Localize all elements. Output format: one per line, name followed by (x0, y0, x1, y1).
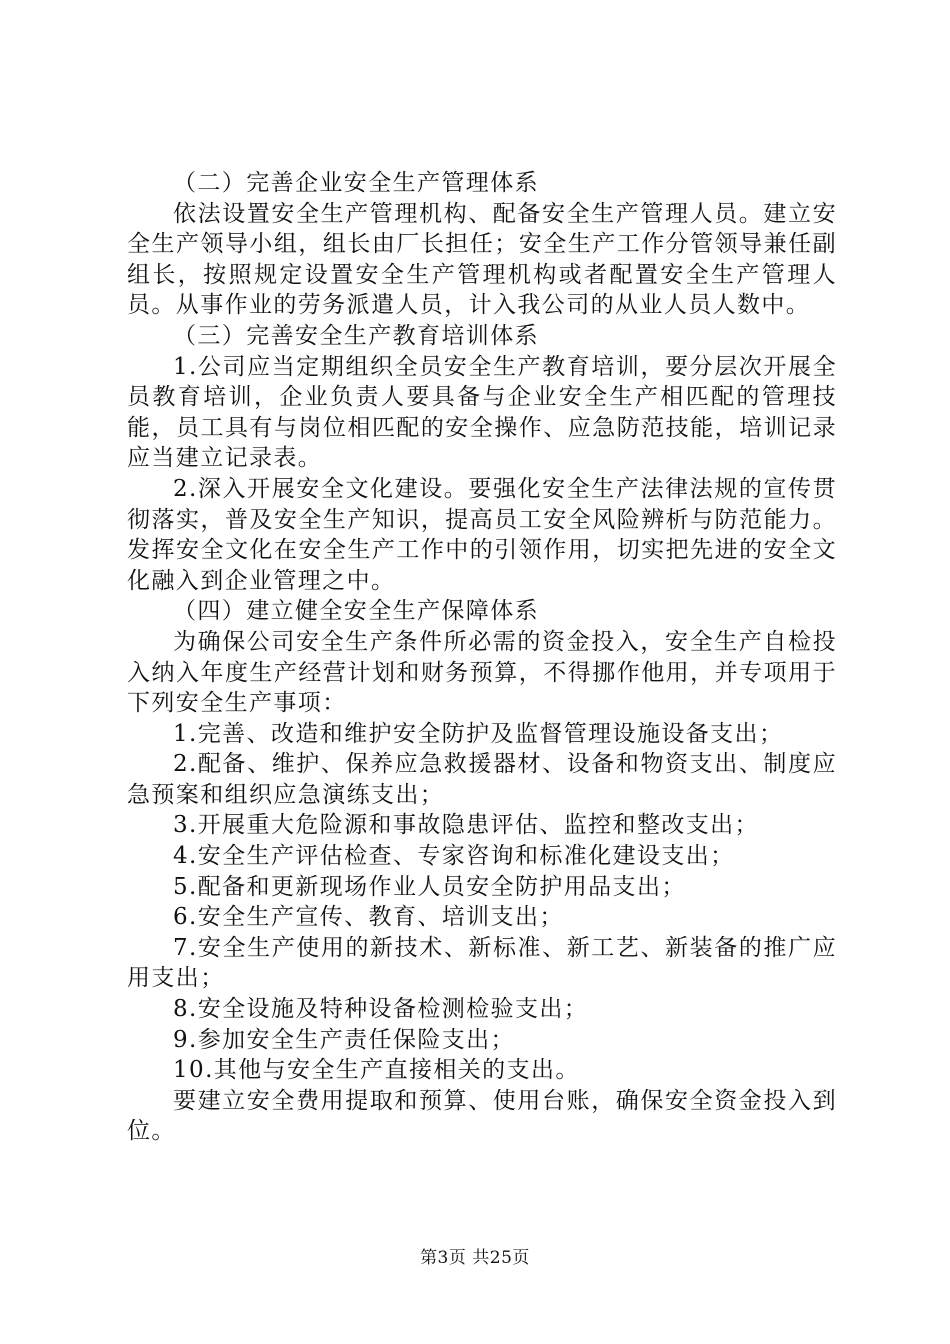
section-heading-2: （二）完善企业安全生产管理体系 (173, 170, 539, 196)
body-paragraph: 1.公司应当定期组织全员安全生产教育培训，要分层次开展全员教育培训，企业负责人要具备与企业安全生产相匹配的管理技能，员工具有与岗位相匹配的安全操作、应急防范技能，培训记录应当建立记录表。 (127, 353, 837, 472)
list-item: 10.其他与安全生产直接相关的支出。 (173, 1057, 580, 1084)
section-heading-3: （三）完善安全生产教育培训体系 (173, 322, 539, 349)
section-heading-4: （四）建立健全安全生产保障体系 (173, 598, 539, 625)
body-paragraph: 要建立安全费用提取和预算、使用台账，确保安全资金投入到位。 (127, 1087, 837, 1145)
body-paragraph: 2.深入开展安全文化建设。要强化安全生产法律法规的宣传贯彻落实，普及安全生产知识，提高员工安全风险辨析与防范能力。发挥安全文化在安全生产工作中的引领作用，切实把先进的安全文化融入到企业管理之中。 (127, 475, 837, 594)
list-item: 3.开展重大危险源和事故隐患评估、监控和整改支出； (173, 812, 759, 839)
list-item: 9.参加安全生产责任保险支出； (173, 1026, 515, 1053)
page-number-footer: 第3页 共25页 (420, 1248, 530, 1268)
document-body (127, 168, 837, 1147)
list-item: 2.配备、维护、保养应急救援器材、设备和物资支出、制度应急预案和组织应急演练支出； (127, 751, 837, 808)
list-item: 6.安全生产宣传、教育、培训支出； (173, 904, 564, 931)
list-item: 4.安全生产评估检查、专家咨询和标准化建设支出； (173, 843, 735, 870)
list-item: 1.完善、改造和维护安全防护及监督管理设施设备支出； (173, 720, 784, 747)
body-paragraph: 依法设置安全生产管理机构、配备安全生产管理人员。建立安全生产领导小组，组长由厂长担任；安全生产工作分管领导兼任副组长，按照规定设置安全生产管理机构或者配置安全生产管理人员。从事作业的劳务派遣人员，计入我公司的从业人员人数中。 (127, 200, 837, 319)
list-item: 5.配备和更新现场作业人员安全防护用品支出； (173, 873, 686, 900)
body-paragraph: 为确保公司安全生产条件所必需的资金投入，安全生产自检投入纳入年度生产经营计划和财务预算，不得挪作他用，并专项用于下列安全生产事项： (127, 628, 837, 717)
list-item: 8.安全设施及特种设备检测检验支出； (173, 996, 589, 1023)
list-item: 7.安全生产使用的新技术、新标准、新工艺、新装备的推广应用支出； (127, 934, 837, 992)
